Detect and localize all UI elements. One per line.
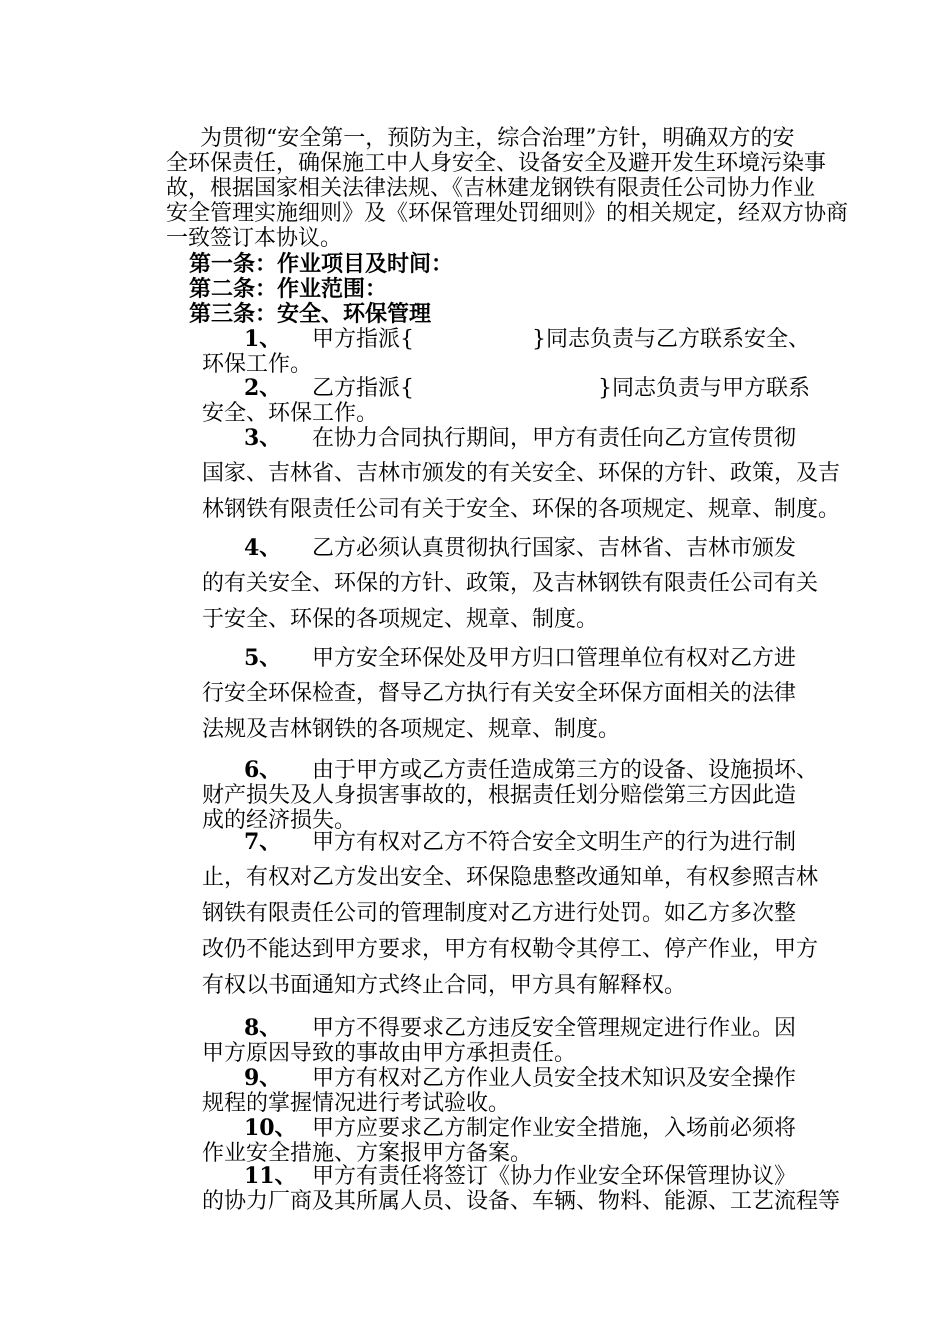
clause-9 [202, 1066, 822, 1116]
clause-5 [202, 640, 822, 748]
clause-3 [202, 420, 841, 528]
clause-text: 甲方指派{ [312, 327, 414, 352]
article-2-heading: 第二条：作业范围： [189, 276, 388, 302]
clause-number: 5、 [244, 645, 282, 671]
clause-number: 9、 [244, 1065, 282, 1091]
intro-paragraph [166, 126, 849, 251]
clause-text: 国家、吉林省、吉林市颁发的有关安全、环保的方针、政策，及吉 [202, 461, 841, 486]
clause-text: 有权以书面通知方式终止合同，甲方具有解释权。 [202, 973, 687, 998]
clause-number: 11、 [244, 1163, 297, 1189]
clause-6 [202, 758, 822, 833]
intro-line: 一致签订本协议。 [166, 226, 343, 251]
clause-number: 1、 [244, 326, 282, 352]
clause-text: 甲方应要求乙方制定作业安全措施，入场前必须将 [312, 1116, 797, 1141]
clause-text: 止，有权对乙方发出安全、环保隐患整改通知单，有权参照吉林 [202, 865, 819, 890]
article-1-heading: 第一条：作业项目及时间： [189, 251, 454, 277]
clause-text: 的协力厂商及其所属人员、设备、车辆、物料、能源、工艺流程等 [202, 1189, 841, 1214]
clause-text: 规程的掌握情况进行考试验收。 [202, 1091, 511, 1116]
clause-text: 甲方有责任将签订《协力作业安全环保管理协议》 [312, 1164, 797, 1189]
clause-text: 甲方有权对乙方作业人员安全技术知识及安全操作 [312, 1066, 797, 1091]
clause-number: 3、 [244, 425, 282, 451]
clause-text: 法规及吉林钢铁的各项规定、规章、制度。 [202, 717, 621, 742]
clause-7 [202, 824, 822, 1004]
article-3-heading: 第三条：安全、环保管理 [189, 301, 432, 327]
clause-text: 于安全、环保的各项规定、规章、制度。 [202, 607, 599, 632]
intro-line: 为贯彻“安全第一，预防为主，综合治理”方针，明确双方的安 [200, 126, 795, 151]
clause-8 [202, 1016, 822, 1066]
clause-text: 在协力合同执行期间，甲方有责任向乙方宣传贯彻 [312, 426, 797, 451]
clause-10 [202, 1116, 822, 1166]
clause-text: }同志负责与乙方联系安全、 [532, 327, 810, 352]
clause-2 [202, 376, 822, 426]
clause-11 [202, 1163, 841, 1214]
clause-number: 2、 [244, 375, 282, 401]
clause-text: 财产损失及人身损害事故的，根据责任划分赔偿第三方因此造 [202, 783, 797, 808]
clause-text: 作业安全措施、方案报甲方备案。 [202, 1141, 533, 1166]
clause-text: 乙方指派{ [312, 376, 414, 401]
clause-text: 钢铁有限责任公司的管理制度对乙方进行处罚。如乙方多次整 [202, 901, 797, 926]
clause-number: 10、 [244, 1115, 297, 1141]
clause-number: 4、 [244, 535, 282, 561]
intro-line: 故，根据国家相关法律法规、《吉林建龙钢铁有限责任公司协力作业 [166, 176, 816, 201]
clause-text: 甲方安全环保处及甲方归口管理单位有权对乙方进 [312, 646, 797, 671]
clause-text: 改仍不能达到甲方要求，甲方有权勒令其停工、停产作业，甲方 [202, 937, 819, 962]
intro-line: 全环保责任，确保施工中人身安全、设备安全及避开发生环境污染事 [166, 151, 827, 176]
clause-text: 行安全环保检查，督导乙方执行有关安全环保方面相关的法律 [202, 681, 797, 706]
clause-text: 环保工作。 [202, 352, 313, 377]
clause-text: 乙方必须认真贯彻执行国家、吉林省、吉林市颁发 [312, 536, 797, 561]
clause-1 [202, 327, 822, 377]
clause-number: 7、 [244, 829, 282, 855]
clause-text: 的有关安全、环保的方针、政策，及吉林钢铁有限责任公司有关 [202, 571, 819, 596]
clause-text: }同志负责与甲方联系 [598, 376, 810, 401]
clause-text: 安全、环保工作。 [202, 401, 379, 426]
clause-text: 甲方原因导致的事故由甲方承担责任。 [202, 1041, 577, 1066]
clause-text: 成的经济损失。 [202, 808, 357, 833]
clause-number: 6、 [244, 757, 282, 783]
clause-text: 由于甲方或乙方责任造成第三方的设备、设施损坏、 [312, 758, 819, 783]
clause-4 [202, 530, 822, 638]
clause-text: 甲方不得要求乙方违反安全管理规定进行作业。因 [312, 1016, 797, 1041]
intro-line: 安全管理实施细则》及《环保管理处罚细则》的相关规定，经双方协商 [166, 201, 849, 226]
clause-number: 8、 [244, 1015, 282, 1041]
clause-text: 甲方有权对乙方不符合安全文明生产的行为进行制 [312, 830, 797, 855]
clause-text: 林钢铁有限责任公司有关于安全、环保的各项规定、规章、制度。 [202, 497, 841, 522]
